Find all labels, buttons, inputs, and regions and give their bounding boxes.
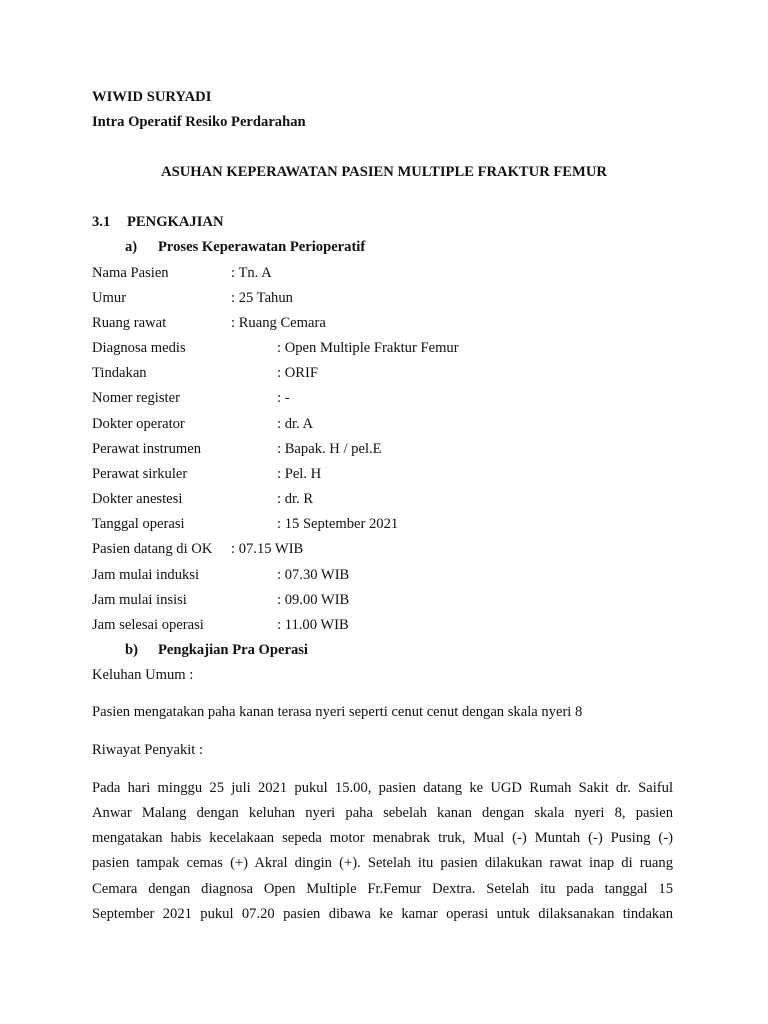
keluhan-text: Pasien mengatakan paha kanan terasa nyeri seperti cenut cenut dengan skala nyeri 8	[92, 704, 583, 720]
subsection-b-title: Pengkajian Pra Operasi	[158, 642, 308, 658]
info-label: Perawat instrumen	[92, 441, 202, 457]
section-name: PENGKAJIAN	[127, 214, 224, 230]
keluhan-label: Keluhan Umum :	[92, 667, 194, 683]
paragraph-line: Anwar Malang dengan keluhan nyeri paha sebelah kanan dengan skala nyeri 8, pasien	[92, 805, 673, 821]
document-subtitle: Intra Operatif Resiko Perdarahan	[92, 114, 306, 130]
paragraph-line: Cemara dengan diagnosa Open Multiple Fr.Femur Dextra. Setelah itu pada tanggal 15	[92, 881, 673, 897]
info-value: : Open Multiple Fraktur Femur	[277, 340, 459, 356]
info-value: : 15 September 2021	[277, 516, 399, 532]
info-value: : ORIF	[277, 365, 318, 381]
info-value: : Ruang Cemara	[231, 315, 326, 331]
info-label: Jam mulai induksi	[92, 567, 200, 583]
info-value: : 07.15 WIB	[231, 541, 304, 557]
subsection-b-marker: b)	[125, 642, 138, 658]
info-value: : 11.00 WIB	[277, 617, 349, 633]
section-heading	[92, 213, 223, 231]
subsection-b-heading	[125, 641, 308, 659]
info-label: Tanggal operasi	[92, 516, 185, 532]
info-value: : Bapak. H / pel.E	[277, 441, 382, 457]
section-number: 3.1	[92, 214, 111, 230]
subsection-a-heading	[125, 238, 365, 256]
riwayat-label: Riwayat Penyakit :	[92, 742, 204, 758]
info-label: Jam selesai operasi	[92, 617, 204, 633]
paragraph-line: pasien tampak cemas (+) Akral dingin (+). Setelah itu pasien dilakukan rawat inap di ruang	[92, 855, 673, 871]
document-title: ASUHAN KEPERAWATAN PASIEN MULTIPLE FRAKTUR FEMUR	[161, 164, 607, 180]
info-label: Dokter anestesi	[92, 491, 183, 507]
info-label: Nama Pasien	[92, 265, 169, 281]
paragraph-line: Pada hari minggu 25 juli 2021 pukul 15.00, pasien datang ke UGD Rumah Sakit dr. Saiful	[92, 780, 673, 796]
info-label: Pasien datang di OK	[92, 541, 213, 557]
info-label: Nomer register	[92, 390, 180, 406]
info-value: : dr. A	[277, 416, 314, 432]
info-label: Dokter operator	[92, 416, 185, 432]
info-value: : 25 Tahun	[231, 290, 293, 306]
info-value: : 09.00 WIB	[277, 592, 350, 608]
subsection-a-marker: a)	[125, 239, 138, 255]
info-label: Jam mulai insisi	[92, 592, 187, 608]
info-label: Tindakan	[92, 365, 147, 381]
info-label: Perawat sirkuler	[92, 466, 188, 482]
subsection-a-title: Proses Keperawatan Perioperatif	[158, 239, 366, 255]
info-value: : -	[277, 390, 290, 406]
info-label: Diagnosa medis	[92, 340, 186, 356]
info-value: : Pel. H	[277, 466, 322, 482]
paragraph-line: September 2021 pukul 07.20 pasien dibawa ke kamar operasi untuk dilaksanakan tindakan	[92, 906, 673, 922]
paragraph-line: mengatakan habis kecelakaan sepeda motor menabrak truk, Mual (-) Muntah (-) Pusing (-)	[92, 830, 673, 846]
author-name: WIWID SURYADI	[92, 89, 212, 105]
info-label: Ruang rawat	[92, 315, 167, 331]
info-label: Umur	[92, 290, 127, 306]
info-value: : 07.30 WIB	[277, 567, 350, 583]
info-value: : dr. R	[277, 491, 314, 507]
info-value: : Tn. A	[231, 265, 272, 281]
